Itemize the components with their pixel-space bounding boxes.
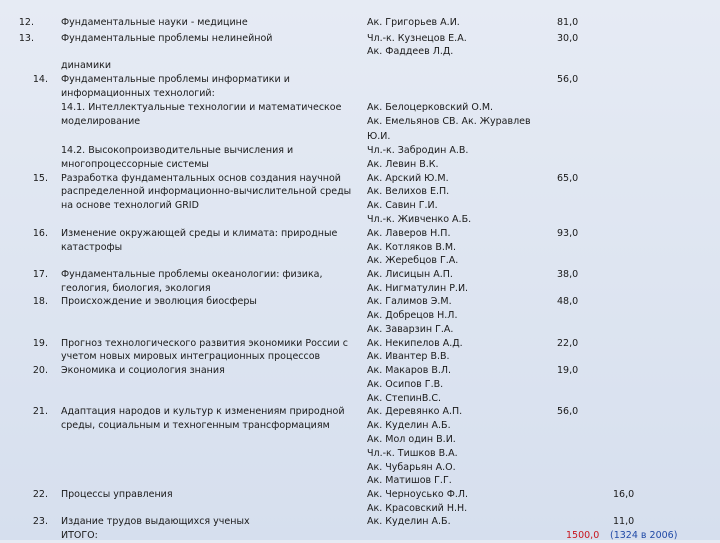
program-title: Разработка фундаментальных основ создания научной	[61, 173, 341, 184]
academician-name: Ак. Деревянко А.П.	[367, 406, 463, 417]
academician-name: Ак. Ивантер В.В.	[367, 351, 450, 362]
program-title: Адаптация народов и культур к изменениям природной	[61, 406, 345, 417]
academician-name: Ак. Левин В.К.	[367, 159, 439, 170]
academician-name: Ак. Лисицын А.П.	[367, 269, 453, 280]
funding-amount: 11,0	[613, 516, 635, 527]
program-title: учетом новых мировых интеграционных процессов	[61, 351, 321, 362]
program-title: Фундаментальные проблемы нелинейной	[61, 33, 273, 44]
funding-amount: 22,0	[557, 338, 579, 349]
program-title: 14.1. Интеллектуальные технологии и математическое	[61, 102, 342, 113]
academician-name: Чл.-к. Кузнецов Е.А.	[367, 33, 467, 44]
academician-name: Ак. Красовский Н.Н.	[367, 503, 468, 514]
row-number: 14.	[32, 74, 48, 85]
row-number: 13.	[18, 33, 34, 44]
program-title: Издание трудов выдающихся ученых	[61, 516, 250, 527]
funding-amount: 38,0	[557, 269, 579, 280]
row-number: 22.	[32, 489, 48, 500]
funding-amount: 16,0	[613, 489, 635, 500]
academician-name: Ак. Нигматулин Р.И.	[367, 283, 469, 294]
program-title: распределенной информационно-вычислительной среды	[61, 186, 352, 197]
academician-name: Ак. Мол один В.И.	[367, 434, 456, 445]
academician-name: Ак. Белоцерковский О.М.	[367, 102, 494, 113]
program-title: многопроцессорные системы	[61, 159, 209, 170]
academician-name: Ак. Галимов Э.М.	[367, 296, 452, 307]
academician-name: Ак. Арский Ю.М.	[367, 173, 449, 184]
row-number: 21.	[32, 406, 48, 417]
academician-name: Ак. Жеребцов Г.А.	[367, 255, 459, 266]
program-title: Фундаментальные проблемы информатики и	[61, 74, 290, 85]
total-value: 1500,0	[566, 530, 600, 541]
academician-name: Ак. Матишов Г.Г.	[367, 475, 452, 486]
funding-amount: 48,0	[557, 296, 579, 307]
academician-name: Ак. Некипелов А.Д.	[367, 338, 463, 349]
program-title: среды, социальным и техногенным трансформациям	[61, 420, 330, 431]
row-number: 20.	[32, 365, 48, 376]
academician-name: Ак. Осипов Г.В.	[367, 379, 444, 390]
academician-name: Ак. Добрецов Н.Л.	[367, 310, 458, 321]
total-note: (1324 в 2006)	[610, 530, 678, 541]
program-title: катастрофы	[61, 242, 123, 253]
academician-name: Ак. Куделин А.Б.	[367, 516, 451, 527]
academician-name: Ак. Макаров В.Л.	[367, 365, 452, 376]
row-number: 18.	[32, 296, 48, 307]
row-number: 19.	[32, 338, 48, 349]
program-title: моделирование	[61, 116, 141, 127]
row-number: 17.	[32, 269, 48, 280]
academician-name: Чл.-к. Живченко А.Б.	[367, 214, 472, 225]
program-title: Изменение окружающей среды и климата: природные	[61, 228, 338, 239]
total-label: ИТОГО:	[61, 530, 98, 541]
program-title: Фундаментальные проблемы океанологии: физика,	[61, 269, 323, 280]
academician-name: Чл.-к. Тишков В.А.	[367, 448, 458, 459]
row-number: 15.	[32, 173, 48, 184]
funding-amount: 65,0	[557, 173, 579, 184]
row-number: 16.	[32, 228, 48, 239]
academician-name: Ак. Емельянов СВ. Ак. Журавлев	[367, 116, 531, 127]
academician-name: Ю.И.	[367, 131, 391, 142]
academician-name: Ак. Котляков В.М.	[367, 242, 457, 253]
program-title: на основе технологий GRID	[61, 200, 199, 211]
program-title: 14.2. Высокопроизводительные вычисления и	[61, 145, 294, 156]
academician-name: Ак. Черноусько Ф.Л.	[367, 489, 469, 500]
academician-name: Ак. Чубарьян А.О.	[367, 462, 456, 473]
academician-name: Ак. Григорьев А.И.	[367, 17, 460, 28]
row-number: 23.	[32, 516, 48, 527]
academician-name: Ак. СтепинВ.С.	[367, 393, 442, 404]
program-title: Процессы управления	[61, 489, 173, 500]
program-title: информационных технологий:	[61, 88, 215, 99]
program-title: динамики	[61, 60, 112, 71]
academician-name: Ак. Савин Г.И.	[367, 200, 438, 211]
academician-name: Ак. Велихов Е.П.	[367, 186, 450, 197]
funding-amount: 81,0	[557, 17, 579, 28]
funding-amount: 56,0	[557, 406, 579, 417]
program-title: Экономика и социология знания	[61, 365, 225, 376]
academician-name: Ак. Куделин А.Б.	[367, 420, 451, 431]
funding-amount: 56,0	[557, 74, 579, 85]
funding-amount: 19,0	[557, 365, 579, 376]
program-title: Прогноз технологического развития экономики России с	[61, 338, 348, 349]
program-title: Фундаментальные науки - медицине	[61, 17, 248, 28]
academician-name: Ак. Фаддеев Л.Д.	[367, 46, 454, 57]
row-number: 12.	[18, 17, 34, 28]
academician-name: Ак. Лаверов Н.П.	[367, 228, 451, 239]
program-title: геология, биология, экология	[61, 283, 211, 294]
program-title: Происхождение и эволюция биосферы	[61, 296, 257, 307]
academician-name: Ак. Заварзин Г.А.	[367, 324, 454, 335]
funding-amount: 93,0	[557, 228, 579, 239]
funding-amount: 30,0	[557, 33, 579, 44]
academician-name: Чл.-к. Забродин А.В.	[367, 145, 469, 156]
